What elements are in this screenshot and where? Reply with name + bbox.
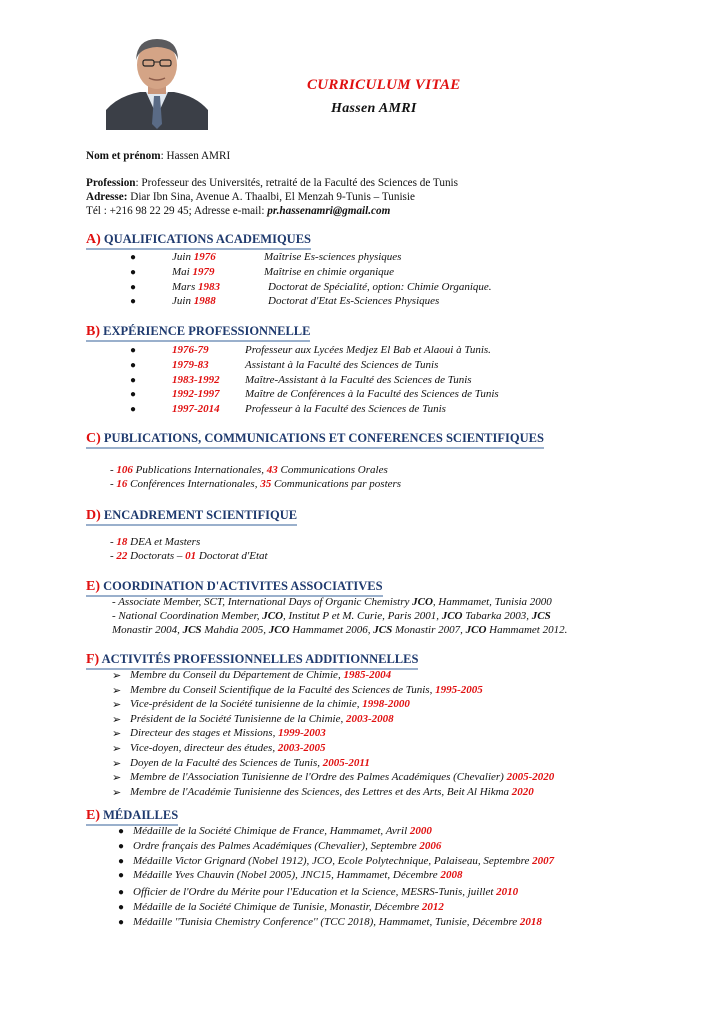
bullet-icon: ●: [130, 345, 137, 356]
medaille-text: Médaille Victor Grignard (Nobel 1912), JCO, Ecole Polytechnique, Palaiseau, Septembre: [133, 855, 533, 867]
coord-text: - Associate Member, SCT, International Days of Organic Chemistry: [112, 596, 413, 608]
activite-item: [130, 684, 483, 696]
section-underline: [86, 447, 544, 449]
section-coordination-heading: [86, 579, 383, 595]
experience-years: 1983-1992: [172, 374, 220, 386]
section-medailles-heading: [86, 808, 178, 824]
activite-years: 2005-2020: [506, 771, 555, 784]
activite-text: Doyen de la Faculté des Sciences de Tunis,: [130, 756, 323, 769]
name-value: : Hassen AMRI: [160, 150, 231, 162]
qualification-date: [172, 266, 214, 278]
cv-title: CURRICULUM VITAE: [307, 77, 461, 93]
section-letter: E): [86, 579, 100, 594]
coord-text: , Institut P et M. Curie, Paris 2001,: [283, 610, 442, 622]
poster-count: 35: [260, 478, 272, 490]
section-underline: [86, 524, 297, 526]
address-value: Diar Ibn Sina, Avenue A. Thaalbi, El Menzah 9-Tunis – Tunisie: [127, 191, 415, 203]
section-underline: [86, 340, 310, 342]
coord-jco: JCO: [465, 624, 487, 636]
section-title: ENCADREMENT SCIENTIFIQUE: [103, 508, 298, 522]
coord-jco: JCO: [441, 610, 463, 622]
section-qualifications-heading: [86, 232, 311, 248]
coordination-line-1: [112, 596, 552, 608]
activite-years: 2003-2005: [277, 742, 326, 754]
medaille-year: 2006: [419, 840, 442, 852]
medaille-text: Médaille de la Société Chimique de Tunisie, Monastir, Décembre: [133, 901, 422, 913]
activite-text: Président de la Société Tunisienne de la Chimie,: [130, 712, 346, 725]
date-month: Juin: [172, 295, 194, 307]
activite-item: [130, 786, 534, 798]
conf-count: 16: [116, 478, 128, 490]
experience-years: 1992-1997: [172, 388, 220, 400]
medaille-year: 2012: [421, 901, 444, 913]
doctorats-count: 22: [116, 550, 128, 562]
dea-count: 18: [116, 536, 128, 548]
medaille-year: 2008: [440, 869, 463, 881]
coord-text: Monastir 2007,: [392, 624, 466, 636]
arrow-bullet-icon: ➢: [112, 670, 122, 682]
date-year: 1976: [193, 251, 216, 263]
activite-text: Vice-doyen, directeur des études,: [130, 742, 278, 754]
medaille-year: 2018: [519, 916, 542, 928]
medaille-item: [133, 869, 462, 881]
comm-count: 43: [266, 464, 278, 476]
qualification-date: [172, 295, 216, 307]
name-label: Nom et prénom: [86, 150, 161, 162]
bullet-icon: ●: [118, 870, 125, 881]
medaille-item: [133, 840, 441, 852]
dash: -: [110, 536, 117, 548]
activite-years: 1995-2005: [435, 683, 483, 696]
encadrement-line-1: [110, 536, 200, 548]
section-letter: A): [86, 232, 101, 247]
section-title: ACTIVITÉS PROFESSIONNELLES ADDITIONNELLES: [101, 652, 419, 666]
experience-text: Maître-Assistant à la Faculté des Sciences de Tunis: [245, 374, 472, 386]
medaille-item: [133, 825, 432, 837]
experience-text: Professeur aux Lycées Medjez El Bab et Alaoui à Tunis.: [245, 344, 491, 356]
qualification-date: [172, 281, 220, 293]
coord-text: Monastir 2004,: [112, 624, 183, 636]
bullet-icon: ●: [130, 252, 137, 263]
publications-line-1: [110, 464, 388, 476]
coord-jcs: JCS: [373, 624, 393, 636]
section-letter: F): [86, 652, 100, 667]
medaille-item: [133, 855, 554, 867]
dash: -: [110, 464, 117, 476]
activite-text: Membre de l'Académie Tunisienne des Sciences, des Lettres et des Arts, Beit Al Hikma: [130, 785, 512, 798]
experience-text: Professeur à la Faculté des Sciences de Tunis: [245, 403, 446, 415]
coord-text: Hammamet 2006,: [289, 624, 374, 636]
bullet-icon: ●: [118, 887, 125, 898]
bullet-icon: ●: [130, 389, 137, 400]
coord-jcs: JCS: [182, 624, 202, 636]
encadrement-line-2: [110, 550, 268, 562]
activite-item: [130, 713, 394, 725]
dea-text: DEA et Masters: [127, 536, 201, 548]
experience-years: 1997-2014: [172, 403, 220, 415]
activite-years: 1998-2000: [362, 698, 410, 711]
pub-count: 106: [116, 464, 133, 476]
activite-item: [130, 771, 554, 783]
bullet-icon: ●: [130, 296, 137, 307]
activite-item: [130, 698, 410, 710]
medaille-year: 2000: [409, 825, 432, 837]
activite-years: 1985-2004: [343, 669, 392, 681]
medaille-text: Médaille ''Tunisia Chemistry Conference'' (TCC 2018), Hammamet, Tunisie, Décembre: [133, 916, 520, 928]
section-letter: D): [86, 508, 101, 523]
date-month: Juin: [172, 251, 194, 263]
activite-text: Membre de l'Association Tunisienne de l'Ordre des Palmes Académiques (Chevalier): [130, 771, 507, 784]
bullet-icon: ●: [118, 826, 125, 837]
activite-text: Membre du Conseil Scientifique de la Faculté des Sciences de Tunis,: [130, 683, 436, 696]
section-underline: [86, 248, 311, 250]
medaille-text: Médaille de la Société Chimique de France, Hammamet, Avril: [133, 825, 410, 837]
bullet-icon: ●: [118, 841, 125, 852]
qualification-text: Maîtrise en chimie organique: [264, 266, 395, 278]
cv-name: Hassen AMRI: [331, 101, 417, 116]
doctorat-etat-text: Doctorat d'Etat: [196, 550, 268, 562]
arrow-bullet-icon: ➢: [112, 743, 122, 755]
section-activites-heading: [86, 652, 418, 668]
experience-text: Assistant à la Faculté des Sciences de Tunis: [245, 359, 439, 371]
section-title: EXPÉRIENCE PROFESSIONNELLE: [103, 324, 311, 338]
activite-years: 2020: [511, 785, 534, 798]
identity-address-line: [86, 191, 415, 203]
medaille-item: [133, 901, 444, 913]
experience-text: Maître de Conférences à la Faculté des Sciences de Tunis: [245, 388, 499, 400]
comm-text: Communications Orales: [277, 464, 388, 476]
pub-text: Publications Internationales,: [132, 464, 267, 476]
coord-jco: JCO: [412, 596, 433, 608]
medaille-year: 2010: [496, 886, 519, 898]
experience-years: 1979-83: [172, 359, 209, 371]
section-title: COORDINATION D'ACTIVITES ASSOCIATIVES: [103, 579, 383, 593]
section-letter: B): [86, 324, 100, 339]
qualification-text: Doctorat de Spécialité, option: Chimie Organique.: [268, 281, 492, 293]
date-year: 1983: [197, 281, 220, 293]
publications-line-2: [110, 478, 401, 490]
section-letter: C): [86, 431, 101, 446]
section-letter: E): [86, 808, 100, 823]
medaille-text: Ordre français des Palmes Académiques (Chevalier), Septembre: [133, 840, 420, 852]
coord-text: , Hammamet, Tunisia 2000: [432, 596, 552, 608]
section-encadrement-heading: [86, 508, 297, 524]
qualification-text: Maîtrise Es-sciences physiques: [264, 251, 402, 263]
coordination-line-2: [112, 610, 551, 622]
identity-name-line: [86, 150, 230, 162]
bullet-icon: ●: [130, 282, 137, 293]
activite-item: [130, 757, 370, 769]
coord-jcs: JCS: [531, 610, 551, 622]
tel-value: Tél : +216 98 22 29 45; Adresse e-mail:: [86, 205, 268, 217]
poster-text: Communications par posters: [271, 478, 402, 490]
bullet-icon: ●: [118, 856, 125, 867]
bullet-icon: ●: [130, 375, 137, 386]
arrow-bullet-icon: ➢: [112, 757, 122, 770]
medaille-text: Officier de l'Ordre du Mérite pour l'Education et la Science, MESRS-Tunis, juillet: [133, 886, 497, 898]
dash: -: [110, 550, 117, 562]
coord-text: Tabarka 2003,: [462, 610, 532, 622]
bullet-icon: ●: [130, 360, 137, 371]
arrow-bullet-icon: ➢: [112, 772, 122, 785]
dash: -: [110, 478, 117, 490]
medaille-item: [133, 916, 542, 928]
arrow-bullet-icon: ➢: [112, 786, 122, 799]
date-month: Mai: [172, 266, 193, 278]
qualification-date: [172, 251, 216, 263]
activite-years: 2003-2008: [346, 712, 394, 725]
profession-value: : Professeur des Universités, retraité de la Faculté des Sciences de Tunis: [135, 177, 459, 189]
arrow-bullet-icon: ➢: [112, 699, 122, 712]
activite-text: Vice-président de la Société tunisienne de la chimie,: [130, 698, 363, 711]
coord-jco: JCO: [268, 624, 290, 636]
arrow-bullet-icon: ➢: [112, 713, 122, 726]
email-link[interactable]: pr.hassenamri@gmail.com: [267, 205, 391, 217]
arrow-bullet-icon: ➢: [112, 684, 122, 697]
conf-text: Conférences Internationales,: [127, 478, 261, 490]
bullet-icon: ●: [118, 917, 125, 928]
qualification-text: Doctorat d'Etat Es-Sciences Physiques: [268, 295, 440, 307]
section-title: QUALIFICATIONS ACADEMIQUES: [103, 232, 311, 246]
activite-text: Directeur des stages et Missions,: [130, 727, 279, 740]
date-year: 1988: [193, 295, 216, 307]
identity-contact-line: [86, 205, 390, 217]
profile-photo: [106, 32, 208, 130]
identity-profession-line: [86, 177, 458, 189]
profession-label: Profession: [86, 177, 136, 189]
experience-years: 1976-79: [172, 344, 209, 356]
medaille-year: 2007: [532, 855, 555, 867]
coord-text: Mahdia 2005,: [201, 624, 269, 636]
date-year: 1979: [192, 266, 215, 278]
doctorats-text: Doctorats –: [127, 550, 186, 562]
coordination-line-3: [112, 624, 567, 636]
date-month: Mars: [172, 281, 198, 293]
bullet-icon: ●: [130, 404, 137, 415]
section-title: MÉDAILLES: [103, 808, 179, 822]
activite-text: Membre du Conseil du Département de Chimie,: [130, 669, 344, 681]
activite-item: [130, 727, 326, 739]
activite-item: [130, 669, 391, 681]
section-title: PUBLICATIONS, COMMUNICATIONS ET CONFERENCES SCIENTIFIQUES: [103, 431, 544, 445]
activite-years: 1999-2003: [278, 727, 326, 740]
section-experience-heading: [86, 324, 310, 340]
coord-text: Hammamet 2012.: [486, 624, 568, 636]
bullet-icon: ●: [130, 267, 137, 278]
arrow-bullet-icon: ➢: [112, 728, 122, 741]
medaille-item: [133, 886, 518, 898]
activite-item: [130, 742, 326, 754]
doctorat-etat-count: 01: [185, 550, 197, 562]
coord-text: - National Coordination Member,: [112, 610, 263, 622]
activite-years: 2005-2011: [322, 756, 370, 769]
bullet-icon: ●: [118, 902, 125, 913]
coord-jco: JCO: [262, 610, 284, 622]
medaille-text: Médaille Yves Chauvin (Nobel 2005), JNC15, Hammamet, Décembre: [133, 869, 441, 881]
address-label: Adresse:: [86, 191, 128, 203]
section-publications-heading: [86, 431, 544, 447]
